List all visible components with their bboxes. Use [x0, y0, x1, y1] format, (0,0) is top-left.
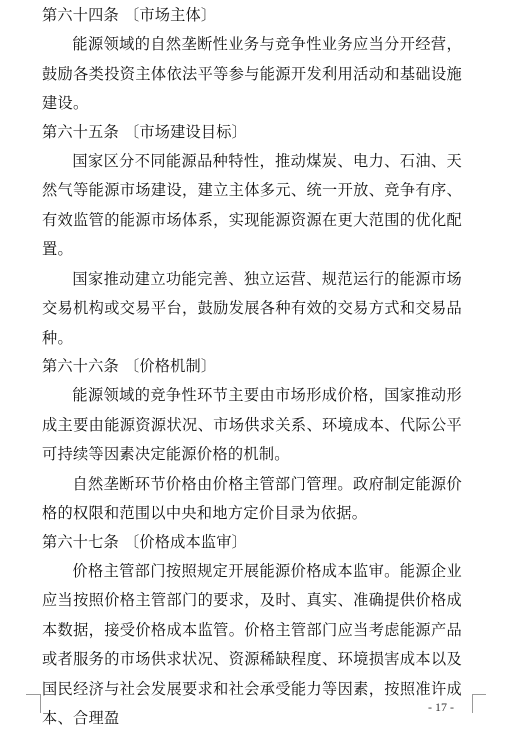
article-paragraph: 国家区分不同能源品种特性，推动煤炭、电力、石油、天然气等能源市场建设，建立主体多元、统一开放、竞争有序、有效监管的能源市场体系，实现能源资源在更大范围的优化配置。: [42, 151, 462, 258]
article-heading: 第六十五条 〔市场建设目标〕: [42, 122, 248, 141]
crop-mark-bottom-right-horizontal: [472, 694, 486, 695]
article-paragraph: 国家推动建立功能完善、独立运营、规范运行的能源市场交易机构或交易平台，鼓励发展各种有效的交易方式和交易品种。: [42, 269, 462, 347]
article-paragraph: 能源领域的自然垄断性业务与竞争性业务应当分开经营，鼓励各类投资主体依法平等参与能源开发利用活动和基础设施建设。: [42, 35, 462, 112]
document-body: [42, 2, 462, 734]
article-heading: 第六十七条 〔价格成本监审〕: [42, 532, 248, 551]
article-65: [42, 119, 462, 354]
article-66: [42, 353, 462, 529]
page-number: - 17 -: [428, 700, 454, 714]
crop-mark-bottom-left-horizontal: [26, 694, 40, 695]
article-64: [42, 2, 462, 119]
article-heading: 第六十四条 〔市场主体〕: [42, 6, 217, 24]
crop-mark-bottom-left: [28, 694, 41, 713]
article-paragraph: 自然垄断环节价格由价格主管部门管理。政府制定能源价格的权限和范围以中央和地方定价目录为依据。: [42, 474, 462, 522]
crop-mark-bottom-right: [472, 694, 485, 713]
article-paragraph: 价格主管部门按照规定开展能源价格成本监审。能源企业应当按照价格主管部门的要求，及时、真实、准确提供价格成本数据，接受价格成本监管。价格主管部门应当考虑能源产品或者服务的市场供求状况、资源稀缺程度、环境损害成本以及国民经济与社会发展要求和社会承受能力等因素，按照准许成本、合理盈: [42, 561, 462, 727]
article-67: [42, 529, 462, 734]
article-heading: 第六十六条 〔价格机制〕: [42, 357, 217, 375]
article-paragraph: 能源领域的竞争性环节主要由市场形成价格，国家推动形成主要由能源资源状况、市场供求关系、环境成本、代际公平可持续等因素决定能源价格的机制。: [42, 386, 462, 463]
